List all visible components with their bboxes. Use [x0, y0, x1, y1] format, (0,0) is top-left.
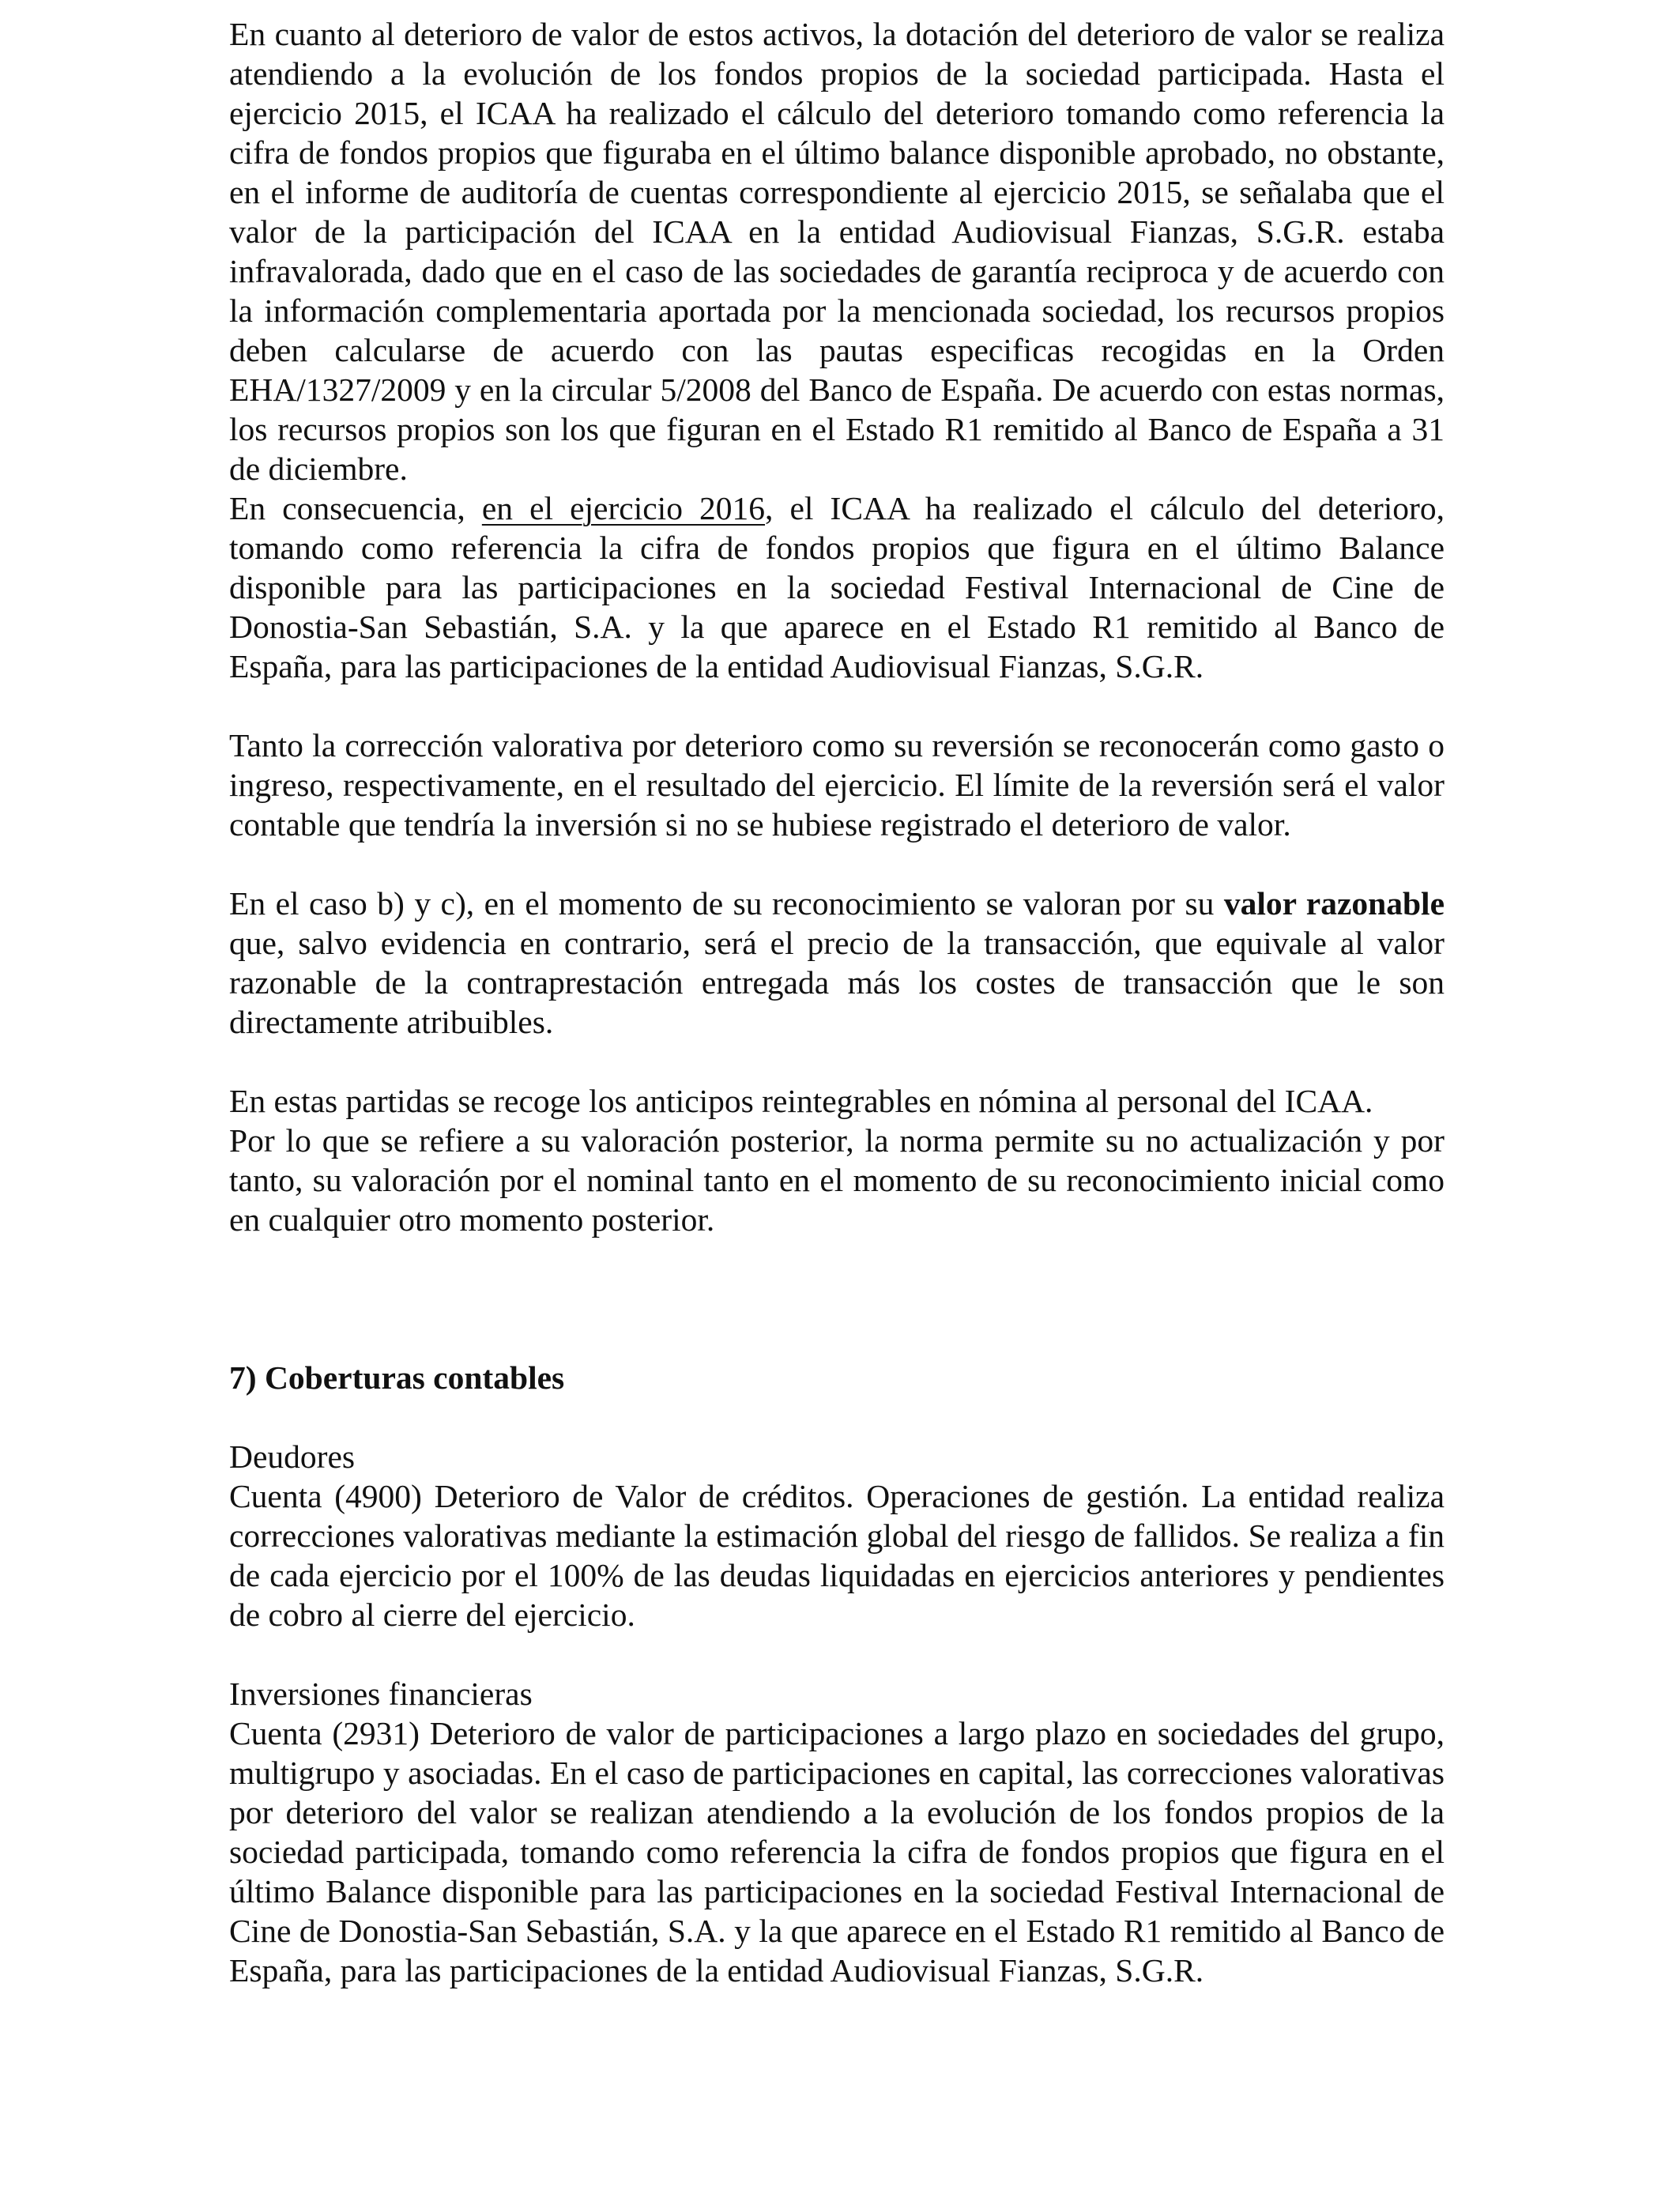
inversiones-text: Cuenta (2931) Deterioro de valor de participaciones a largo plazo en sociedades del grupo, multigrupo y asociadas. En el caso de participaciones en capital, las correcciones valorativas por deterioro del valor se realizan atendiendo a la evolución de los fondos propios de la sociedad participada, tomando como referencia la cifra de fondos propios que figura en el último Balance disponible para las participaciones en la sociedad Festival Internacional de Cine de Donostia-San Sebastián, S.A. y la que aparece en el Estado R1 remitido al Banco de España, para las participaciones de la entidad Audiovisual Fianzas, S.G.R.: [229, 1715, 1445, 1989]
spacer: [229, 1634, 1445, 1674]
deudores-text: Cuenta (4900) Deterioro de Valor de créditos. Operaciones de gestión. La entidad realiza correcciones valorativas mediante la estimación global del riesgo de fallidos. Se realiza a fin de cada ejercicio por el 100% de las deudas liquidadas en ejercicios anteriores y pendientes de cobro al cierre del ejercicio.: [229, 1478, 1445, 1633]
deudores-title: Deudores: [229, 1438, 356, 1475]
inversiones-title: Inversiones financieras: [229, 1676, 533, 1712]
spacer: [229, 1042, 1445, 1081]
paragraph-consecuencia-start: En consecuencia,: [229, 490, 482, 526]
paragraph-anticipos: En estas partidas se recoge los anticipos reintegrables en nómina al personal del ICAA.: [229, 1083, 1373, 1119]
spacer: [229, 844, 1445, 884]
paragraph-valoracion-posterior: Por lo que se refiere a su valoración posterior, la norma permite su no actualización y por tanto, su valoración por el nominal tanto en el momento de su reconocimiento inicial como en cualquier otro momento posterior.: [229, 1122, 1445, 1238]
paragraph-consecuencia: [229, 488, 1445, 686]
document-page: [229, 14, 1445, 1990]
section-heading: 7) Coberturas contables: [229, 1359, 565, 1396]
underlined-ejercicio-2016: en el ejercicio 2016: [481, 490, 766, 526]
paragraph-caso-start: En el caso b) y c), en el momento de su reconocimiento se valoran por su: [229, 885, 1224, 922]
spacer: [229, 1397, 1445, 1437]
paragraph-consecuencia-rest: , el ICAA ha realizado el cálculo del deterioro, tomando como referencia la cifra de fondos propios que figura en el último Balance disponible para las participaciones en la sociedad Festival Internacional de Cine de Donostia-San Sebastián, S.A. y la que aparece en el Estado R1 remitido al Banco de España, para las participaciones de la entidad Audiovisual Fianzas, S.G.R.: [229, 490, 1445, 684]
paragraph-caso-b-c: [229, 884, 1445, 1042]
bold-valor-razonable: valor razonable: [1223, 885, 1445, 922]
spacer: [229, 1239, 1445, 1358]
paragraph-caso-rest: que, salvo evidencia en contrario, será el precio de la transacción, que equivale al valor razonable de la contraprestación entregada más los costes de transacción que le son directamente atribuibles.: [229, 925, 1445, 1040]
spacer: [229, 686, 1445, 726]
paragraph-deterioro-valor: En cuanto al deterioro de valor de estos activos, la dotación del deterioro de valor se realiza atendiendo a la evolución de los fondos propios de la sociedad participada. Hasta el ejercicio 2015, el ICAA ha realizado el cálculo del deterioro tomando como referencia la cifra de fondos propios que figuraba en el último balance disponible aprobado, no obstante, en el informe de auditoría de cuentas correspondiente al ejercicio 2015, se señalaba que el valor de la participación del ICAA en la entidad Audiovisual Fianzas, S.G.R. estaba infravalorada, dado que en el caso de las sociedades de garantía reciproca y de acuerdo con la información complementaria aportada por la mencionada sociedad, los recursos propios deben calcularse de acuerdo con las pautas especificas recogidas en la Orden EHA/1327/2009 y en la circular 5/2008 del Banco de España. De acuerdo con estas normas, los recursos propios son los que figuran en el Estado R1 remitido al Banco de España a 31 de diciembre.: [229, 16, 1445, 487]
paragraph-correccion-valorativa: Tanto la corrección valorativa por deterioro como su reversión se reconocerán como gasto o ingreso, respectivamente, en el resultado del ejercicio. El límite de la reversión será el valor contable que tendría la inversión si no se hubiese registrado el deterioro de valor.: [229, 727, 1445, 843]
